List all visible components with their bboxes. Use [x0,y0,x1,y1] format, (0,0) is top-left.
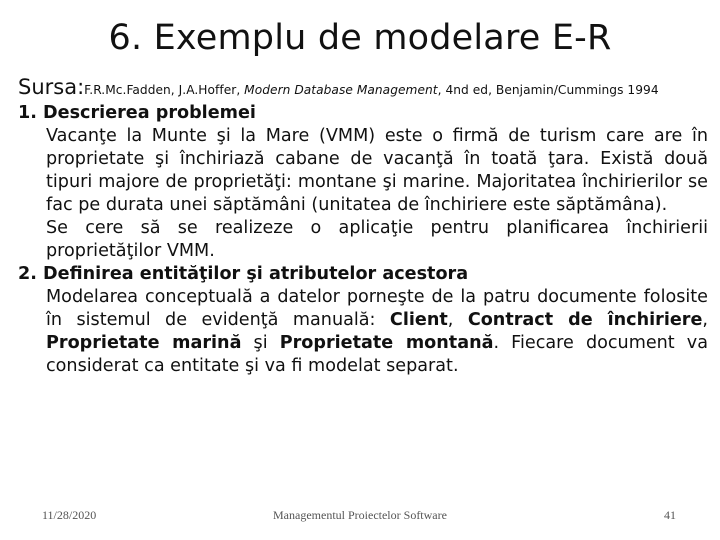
entities-intro: Modelarea conceptuală a datelor porneşte de la patru documente folosite în sistemul de evidenţă manuală: [46,287,708,330]
entities-separator-3: şi [241,333,280,353]
entities-paragraph [46,286,708,378]
footer-date: 11/28/2020 [42,508,97,522]
entity-client: Client [389,310,448,330]
source-details: , 4nd ed, Benjamin/Cummings 1994 [437,83,659,97]
entity-mountain-property: Proprietate montană [279,333,494,353]
footer-course-title: Managementul Proiectelor Software [273,508,447,522]
source-authors: F.R.Mc.Fadden, J.A.Hoffer, [84,83,245,97]
slide-body [18,102,708,378]
source-label: Sursa: [18,75,85,99]
source-book-title: Modern Database Management [244,83,438,97]
source-citation [84,83,658,97]
section-heading-problem-description: 1. Descrierea problemei [18,103,256,123]
footer-page-number: 41 [664,508,676,522]
entities-separator-1: , [447,310,468,330]
section-heading-entities: 2. Definirea entităţilor şi atributelor acestora [18,264,469,284]
entities-separator-2: , [702,310,708,330]
entity-rental-contract: Contract de închiriere [467,310,703,330]
entities-outro: . Fiecare document va considerat ca entitate şi va fi modelat separat. [46,333,708,376]
requirement-paragraph: Se cere să se realizeze o aplicaţie pentru planificarea închirierii proprietăţilor VMM. [46,218,708,261]
slide-title: 6. Exemplu de modelare E-R [108,18,612,58]
entity-seaside-property: Proprietate marină [46,333,242,353]
problem-paragraph: Vacanţe la Munte şi la Mare (VMM) este o firmă de turism care are în proprietate şi închiriază cabane de vacanţă în toată ţara. Există două tipuri majore de proprietăţi: montane şi marine. Majoritatea închirierilor se fac pe durata unei săptămâni (unitatea de închiriere este săptămâna). [46,126,708,215]
source-line [18,75,659,99]
